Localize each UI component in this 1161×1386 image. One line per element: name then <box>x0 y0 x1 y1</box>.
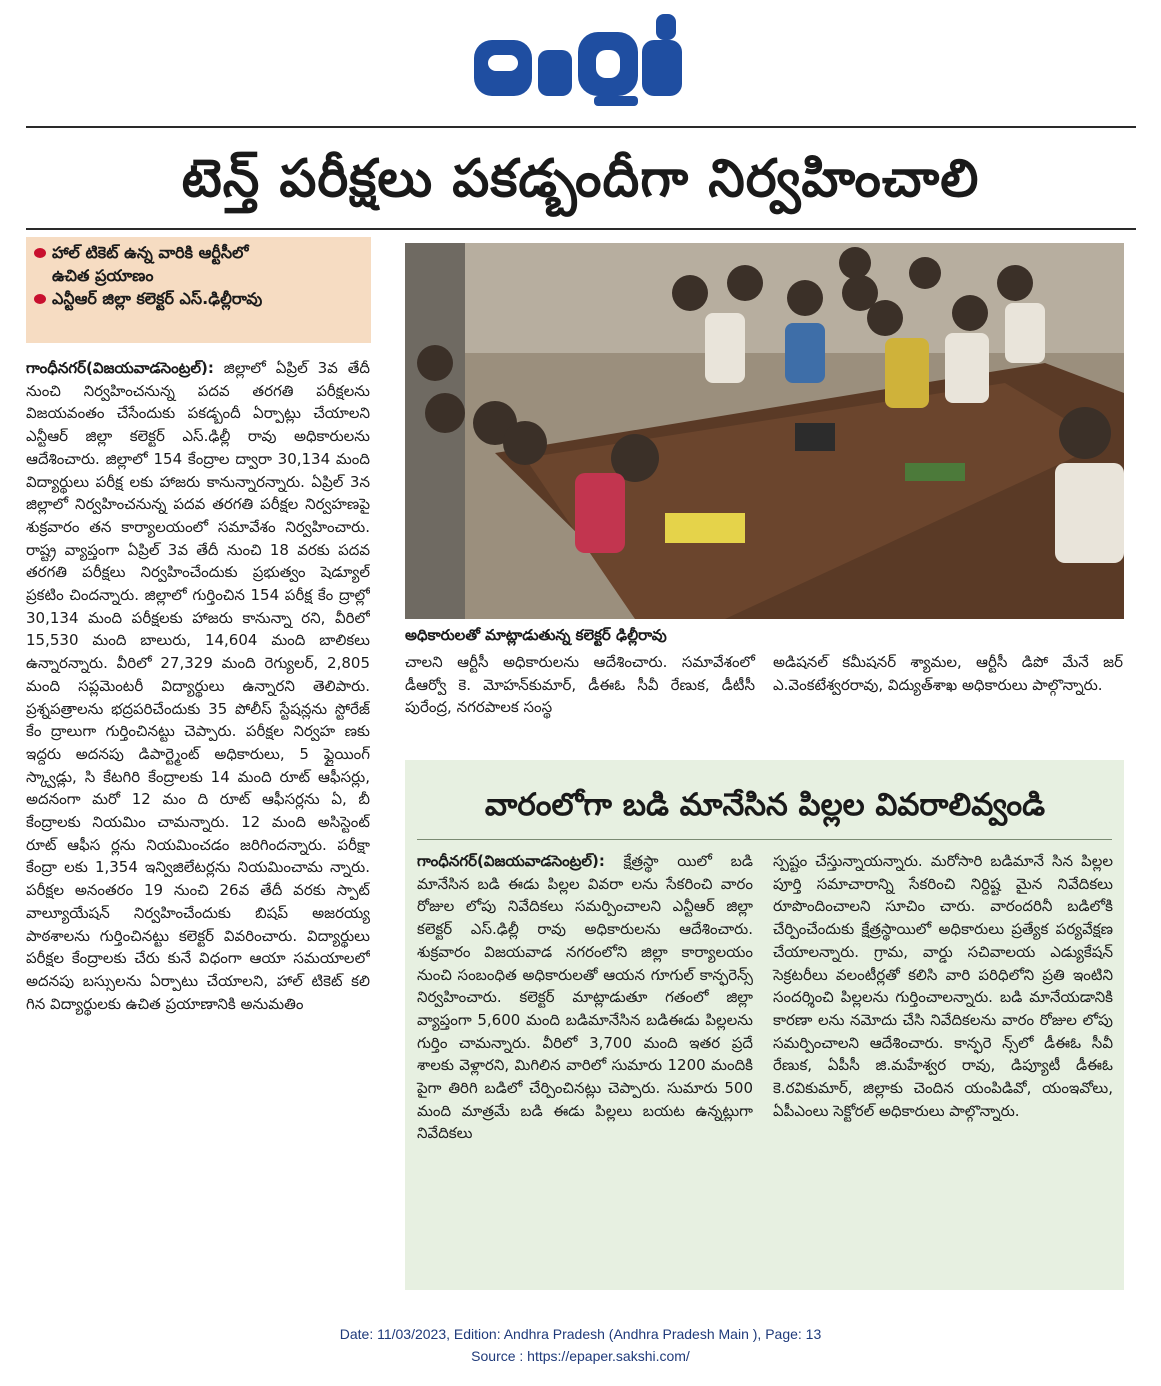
sakshi-logo <box>466 10 696 110</box>
bullet-text-continued: ఉచిత ప్రయాణం <box>52 266 154 285</box>
article-body-left: జిల్లాలో ఏప్రిల్ 3వ తేదీ నుంచి నిర్వహించనున్న పదవ తరగతి పరీక్షలను విజయవంతం చేసేందుకు పకడ్బందీ ఏర్పాట్లు చేయాలని ఎన్టీఆర్ జిల్లా కలెక్టర్ ఎస్.ఢిల్లీ రావు అధికారులను ఆదేశించారు. జిల్లాలో 154 కేంద్రాల ద్వారా 30,134 మంది విద్యార్థులు పరీక్ష లకు హాజరు కానున్నారన్నారు. ఏప్రిల్ 3న జిల్లాలో నిర్వహించనున్న పదవ తరగతి పరీక్షల నిర్వహణపై శుక్రవారం తన కార్యాలయంలో సమావేశం నిర్వహించారు. రాష్ట్ర వ్యాప్తంగా ఏప్రిల్ 3వ తేదీ నుంచి 18 వరకు పదవ తరగతి పరీక్షలు నిర్వహించేందుకు ప్రభుత్వం షెడ్యూల్ ప్రకటిం చిందన్నారు. జిల్లాలో గుర్తించిన 154 పరీక్ష కేం ద్రాల్లో 30,134 మంది పరీక్షలకు హాజరు కానున్నా రని, వీరిలో 15,530 మంది బాలురు, 14,604 మంది బాలికలు ఉన్నారన్నారు. వీరిలో 27,329 మంది రెగ్యులర్, 2,805 మంది సప్లమెంటరీ విద్యార్థులు ఉన్నారని తెలిపారు. ప్రశ్నపత్రాలను భద్రపరిచేందుకు 35 పోలీస్ స్టేషన్లను స్టోరేజ్ కేం ద్రాలుగా గుర్తించినట్టు చెప్పారు. పరీక్షల నిర్వహ ణకు ఇద్దరు అదనపు డిపార్ట్మెంట్ అధికారులు, 5 ఫ్లైయింగ్ స్క్వాడ్లు, సి కేటగిరి కేంద్రాలకు 14 మంది రూట్ ఆఫీసర్లు, అదనంగా మరో 12 మం ది రూట్ ఆఫీసర్లను ఏ, బీ కేంద్రాలకు నియమిం చామన్నారు. 12 మంది అసిస్టెంట్ రూట్ ఆఫీస ర్లను నియమించడం జరిగిందన్నారు. పరీక్షా కేంద్రా లకు 1,354 ఇన్విజిలేటర్లను నియమించామ న్నారు. పరీక్షల అనంతరం 19 నుంచి 26వ తేదీ వరకు స్పాట్ వాల్యూయేషన్ నిర్వహించేందుకు బిషప్ అజరయ్య పాఠశాలను గుర్తించినట్టు కలెక్టర్ వివరించారు. విద్యార్థులు పరీక్షల కేంద్రాలకు చేరు కునే విధంగా ఆయా సమయాలలో అదనపు బస్సులను ఏర్పాటు చేయాలని, హాల్ టికెట్ కలి గిన విద్యార్థులకు ఉచిత ప్రయాణానికి అనుమతిం <box>26 359 370 1013</box>
footer-source-line: Source : https://epaper.sakshi.com/ <box>471 1348 690 1364</box>
photo-caption: అధికారులతో మాట్లాడుతున్న కలెక్టర్ ఢిల్లీరావు <box>405 626 667 644</box>
footer <box>0 1323 1161 1367</box>
sidebar-dateline: గాంధీనగర్(విజయవాడసెంట్రల్): <box>417 852 605 870</box>
sidebar-headline: వారంలోగా బడి మానేసిన పిల్లల వివరాలివ్వండి <box>484 787 1046 823</box>
masthead <box>0 10 1161 110</box>
sidebar-story <box>405 760 1124 1290</box>
meeting-photo-illustration <box>405 243 1124 619</box>
main-headline: టెన్త్ పరీక్షలు పకడ్బందీగా నిర్వహించాలి <box>181 149 980 209</box>
footer-edition-line: Date: 11/03/2023, Edition: Andhra Pradesh (Andhra Pradesh Main ), Page: 13 <box>339 1326 822 1342</box>
headline-rule <box>26 228 1136 230</box>
masthead-rule <box>26 126 1136 128</box>
bullet-item <box>34 241 363 264</box>
sidebar-rule <box>417 839 1112 840</box>
bullet-dot-icon <box>34 294 46 304</box>
article-dateline: గాంధీనగర్(విజయవాడసెంట్రల్): <box>26 359 214 377</box>
meeting-photo <box>405 243 1124 619</box>
bullet-dot-icon <box>34 248 46 258</box>
bullet-text: హాల్ టికెట్ ఉన్న వారికి ఆర్టీసీలో <box>52 243 249 262</box>
sidebar-column-2: స్పష్టం చేస్తున్నాయన్నారు. మరోసారి బడిమానే సిన పిల్లల పూర్తి సమాచారాన్ని సేకరించి నిర్దిష్ట మైన నివేదికలు రూపొందించాలని సూచిం చారు. వారందరినీ బడిలోకి చేర్పించేందుకు క్షేత్రస్థాయిలో అధికారులు ప్రత్యేక పర్యవేక్షణ చేయాలన్నారు. గ్రామ, వార్డు సచివాలయ ఎడ్యుకేషన్ సెక్రటరీలు వలంటీర్లతో కలిసి వారి పరిధిలోని ప్రతి ఇంటిని సందర్శించి పిల్లలను గుర్తించాలన్నారు. బడి మానేయడానికి కారణా లను నమోదు చేసి నివేదికలను వారం రోజుల లోపు సమర్పించాలని ఆదేశించారు. కాన్ఫరె న్స్‌లో డీఈఓ సీవీ రేణుక, ఏపీసీ జి.మహేశ్వర రావు, డిప్యూటీ డీఈఓ కె.రవికుమార్, జిల్లాకు చెందిన యంపిడివో, యంఇవోలు, ఏపీఎంలు సెక్టోరల్ అధికారులు పాల్గొన్నారు. <box>773 852 1113 1120</box>
bullet-highlights <box>26 237 371 343</box>
article-column-middle: చాలని ఆర్టీసీ అధికారులను ఆదేశించారు. సమావేశంలో డీఆర్వో కె. మోహన్‌కుమార్, డీఈఓ సీవీ రేణుక, డీటీసీ పురేంద్ర, నగరపాలక సంస్థ <box>405 653 755 717</box>
sidebar-column-1 <box>417 850 753 1145</box>
sidebar-body-1: క్షేత్రస్థా యిలో బడి మానేసిన బడి ఈడు పిల్లల వివరా లను సేకరించి వారం రోజుల లోపు నివేదికలు సమర్పించాలని ఎన్టీఆర్ జిల్లా కలెక్టర్ ఎస్.ఢిల్లీ రావు అధికారులను ఆదేశించారు. శుక్రవారం విజయవాడ నగరంలోని జిల్లా కార్యాలయం నుంచి సంబంధిత అధికారులతో ఆయన గూగుల్ కాన్ఫరెన్స్ నిర్వహించారు. కలెక్టర్ మాట్లాడుతూ గతంలో జిల్లా వ్యాప్తంగా 5,600 మంది బడిమానేసిన బడిఈడు పిల్లలను గుర్తిం చామన్నారు. వీరిలో 3,700 మంది ఇతర ప్రదే శాలకు వెళ్లారని, మిగిలిన వారిలో సుమారు 1200 మందికి పైగా తిరిగి బడిలో చేర్పించినట్లు చెప్పారు. సుమారు 500 మంది మాత్రమే బడి ఈడు పిల్లలు బయట ఉన్నట్లుగా నివేదికలు <box>417 852 753 1143</box>
bullet-text: ఎన్టీఆర్ జిల్లా కలెక్టర్ ఎస్.ఢిల్లీరావు <box>52 289 263 308</box>
bullet-item <box>34 287 363 310</box>
article-column-right: అడిషనల్ కమీషనర్ శ్యామల, ఆర్టీసీ డిపో మేనే జర్ ఎ.వెంకటేశ్వరరావు, విద్యుత్‌శాఖ అధికారులు పాల్గొన్నారు. <box>773 653 1123 694</box>
article-column-left <box>26 357 370 1317</box>
